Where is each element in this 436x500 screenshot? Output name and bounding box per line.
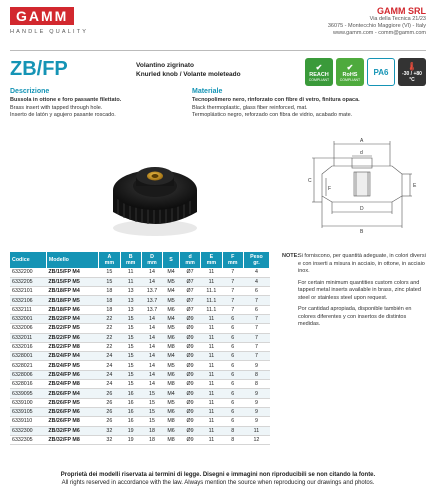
product-title-it: Volantino zigrinato — [136, 62, 195, 69]
description-text — [10, 97, 190, 120]
description-title: Descrizione — [10, 88, 50, 95]
product-code-cell: 6332305 — [10, 435, 46, 444]
model-cell: ZB/32/FP M6 — [46, 426, 98, 435]
table-cell: 18 — [99, 287, 120, 296]
table-cell: 11.1 — [201, 305, 222, 314]
table-cell: 7 — [222, 305, 243, 314]
table-cell: 13.7 — [141, 287, 162, 296]
table-cell: M5 — [163, 398, 180, 407]
model-cell: ZB/26/FP M6 — [46, 407, 98, 416]
table-cell: 14 — [141, 333, 162, 342]
table-cell: M5 — [163, 296, 180, 305]
description-en: Brass insert with tapped through hole. — [10, 104, 103, 111]
product-code: ZB/FP — [10, 58, 68, 80]
table-row — [10, 389, 270, 398]
product-code-cell: 6339110 — [10, 417, 46, 426]
description-it: Bussola in ottone e foro passante filettato. — [10, 97, 122, 103]
table-cell: 8 — [222, 435, 243, 444]
material-it: Tecnopolimero nero, rinforzato con fibre di vetro, finitura opaca. — [192, 97, 360, 103]
table-cell: 19 — [120, 435, 141, 444]
footer — [0, 471, 436, 487]
footer-it: Proprietà dei modelli riservata ai termini di legge. Disegni e immagini non riproducibili se non citando la fonte. — [60, 472, 376, 478]
product-code-cell: 6339095 — [10, 389, 46, 398]
column-header: E mm — [201, 252, 222, 268]
table-cell: Ø9 — [179, 407, 200, 416]
table-cell: 14 — [141, 342, 162, 351]
knurled-knob-image — [100, 138, 210, 248]
table-cell: 11.1 — [201, 287, 222, 296]
table-cell: Ø7 — [179, 277, 200, 286]
table-cell: 11 — [201, 370, 222, 379]
table-cell: Ø7 — [179, 287, 200, 296]
table-cell: 7 — [222, 277, 243, 286]
table-cell: 7 — [222, 268, 243, 277]
check-icon: ✔ — [315, 62, 323, 72]
table-cell: 14 — [141, 277, 162, 286]
table-row — [10, 268, 270, 277]
table-cell: 6 — [222, 342, 243, 351]
note-label: NOTE: — [282, 253, 300, 259]
dim-label-b: B — [360, 229, 364, 235]
model-cell: ZB/24/FP M4 — [46, 352, 98, 361]
table-cell: 7 — [243, 333, 269, 342]
column-header: Modello — [46, 252, 98, 268]
table-row — [10, 407, 270, 416]
table-cell: 6 — [222, 417, 243, 426]
note-en: For certain minimum quantities custom colors and tapped metal inserts available in brass, zinc plated steel or stainless steel upon request. — [298, 279, 421, 301]
table-cell: 8 — [222, 426, 243, 435]
table-cell: M8 — [163, 417, 180, 426]
check-icon: ✔ — [346, 62, 354, 72]
product-code-cell: 6332111 — [10, 305, 46, 314]
table-cell: 8 — [243, 380, 269, 389]
table-cell: 14 — [141, 268, 162, 277]
table-cell: 6 — [222, 370, 243, 379]
product-code-cell: 6332205 — [10, 277, 46, 286]
table-cell: 24 — [99, 361, 120, 370]
table-cell: 15 — [120, 380, 141, 389]
table-cell: M6 — [163, 426, 180, 435]
table-cell: 11 — [201, 389, 222, 398]
table-cell: 7 — [222, 296, 243, 305]
table-row — [10, 417, 270, 426]
specification-table — [10, 252, 270, 445]
table-cell: 11 — [201, 352, 222, 361]
table-cell: 11 — [120, 277, 141, 286]
product-title-en-es: Knurled knob / Volante moleteado — [136, 71, 241, 78]
table-cell: 6 — [222, 314, 243, 323]
table-cell: 16 — [120, 407, 141, 416]
table-row — [10, 398, 270, 407]
product-code-cell: 6328021 — [10, 361, 46, 370]
table-cell: Ø7 — [179, 305, 200, 314]
product-code-cell: 6332006 — [10, 324, 46, 333]
temperature-badge: 🌡 -30 / +80 °C — [398, 58, 426, 86]
model-cell: ZB/15/FP M4 — [46, 268, 98, 277]
model-cell: ZB/22/FP M6 — [46, 333, 98, 342]
certification-badges — [305, 58, 426, 86]
table-cell: M8 — [163, 342, 180, 351]
column-header: B mm — [120, 252, 141, 268]
product-code-cell: 6332300 — [10, 426, 46, 435]
table-row — [10, 314, 270, 323]
table-cell: 15 — [120, 342, 141, 351]
table-cell: M4 — [163, 389, 180, 398]
table-row — [10, 324, 270, 333]
table-cell: 26 — [99, 389, 120, 398]
product-title — [136, 61, 241, 79]
column-header: Peso gr. — [243, 252, 269, 268]
product-code-cell: 6339105 — [10, 407, 46, 416]
product-code-cell: 6332001 — [10, 314, 46, 323]
column-header: F mm — [222, 252, 243, 268]
table-cell: 11 — [201, 268, 222, 277]
table-cell: 9 — [243, 389, 269, 398]
table-header-row — [10, 252, 270, 268]
table-cell: 18 — [99, 305, 120, 314]
table-cell: 22 — [99, 324, 120, 333]
product-code-cell: 6339100 — [10, 398, 46, 407]
thermometer-icon: 🌡 — [406, 61, 418, 71]
table-cell: 15 — [141, 417, 162, 426]
table-cell: M6 — [163, 370, 180, 379]
table-cell: Ø9 — [179, 389, 200, 398]
table-cell: 11 — [201, 435, 222, 444]
table-cell: 9 — [243, 398, 269, 407]
table-cell: M6 — [163, 333, 180, 342]
table-cell: 18 — [99, 296, 120, 305]
table-cell: M8 — [163, 380, 180, 389]
table-cell: 6 — [243, 287, 269, 296]
dim-label-d-small: d — [360, 150, 363, 156]
material-en: Black thermoplastic, glass fiber reinforced, mat. — [192, 104, 308, 111]
table-cell: 11 — [120, 268, 141, 277]
description-es: Inserto de latón y agujero pasante roscado. — [10, 112, 116, 118]
material-title: Materiale — [192, 88, 223, 95]
table-cell: 13 — [120, 305, 141, 314]
table-cell: 15 — [120, 314, 141, 323]
table-cell: 15 — [99, 277, 120, 286]
table-cell: 14 — [141, 352, 162, 361]
table-cell: 15 — [120, 361, 141, 370]
table-cell: 9 — [243, 361, 269, 370]
material-es: Termoplástico negro, reforzado con fibra de vidrio, acabado mate. — [192, 112, 353, 118]
table-cell: 6 — [222, 352, 243, 361]
table-cell: 11 — [201, 361, 222, 370]
table-cell: 22 — [99, 342, 120, 351]
table-cell: 15 — [120, 333, 141, 342]
table-cell: 9 — [243, 407, 269, 416]
product-code-cell: 6332106 — [10, 296, 46, 305]
table-row — [10, 426, 270, 435]
table-cell: 8 — [243, 370, 269, 379]
table-cell: 15 — [120, 352, 141, 361]
model-cell: ZB/26/FP M4 — [46, 389, 98, 398]
table-cell: Ø7 — [179, 268, 200, 277]
logo-tagline: HANDLE QUALITY — [10, 29, 89, 35]
table-body — [10, 268, 270, 445]
table-cell: 16 — [120, 417, 141, 426]
table-cell: 7 — [243, 342, 269, 351]
table-cell: 6 — [222, 389, 243, 398]
table-cell: Ø9 — [179, 426, 200, 435]
model-cell: ZB/18/FP M5 — [46, 296, 98, 305]
company-name: GAMM SRL — [377, 6, 426, 16]
table-cell: 11 — [201, 417, 222, 426]
table-cell: 16 — [120, 389, 141, 398]
material-pa6-badge: PA6 — [367, 58, 395, 86]
table-cell: 12 — [243, 435, 269, 444]
table-cell: 15 — [99, 268, 120, 277]
company-address-2: 36075 - Montecchio Maggiore (VI) - Italy — [327, 23, 426, 29]
table-cell: 22 — [99, 314, 120, 323]
table-cell: 15 — [141, 407, 162, 416]
table-cell: Ø9 — [179, 352, 200, 361]
table-cell: 6 — [243, 305, 269, 314]
product-code-cell: 6328001 — [10, 352, 46, 361]
note-block — [282, 253, 426, 333]
model-cell: ZB/24/FP M6 — [46, 370, 98, 379]
table-cell: 11 — [201, 277, 222, 286]
dim-label-a: A — [360, 138, 364, 144]
table-cell: 24 — [99, 370, 120, 379]
column-header: S — [163, 252, 180, 268]
table-cell: 6 — [222, 407, 243, 416]
technical-drawing — [282, 136, 422, 236]
product-code-cell: 6332011 — [10, 333, 46, 342]
table-row — [10, 305, 270, 314]
table-cell: Ø9 — [179, 435, 200, 444]
model-cell: ZB/22/FP M8 — [46, 342, 98, 351]
table-cell: 32 — [99, 426, 120, 435]
table-row — [10, 287, 270, 296]
table-cell: 24 — [99, 380, 120, 389]
dim-label-f: F — [328, 186, 332, 192]
table-cell: 11.1 — [201, 296, 222, 305]
column-header: d mm — [179, 252, 200, 268]
table-cell: Ø9 — [179, 333, 200, 342]
table-cell: 13 — [120, 296, 141, 305]
table-row — [10, 380, 270, 389]
table-cell: Ø9 — [179, 417, 200, 426]
table-cell: M6 — [163, 305, 180, 314]
table-cell: 6 — [222, 333, 243, 342]
table-cell: 26 — [99, 398, 120, 407]
company-info — [328, 6, 426, 37]
table-cell: Ø7 — [179, 296, 200, 305]
table-cell: M6 — [163, 407, 180, 416]
table-cell: 16 — [120, 398, 141, 407]
table-cell: 13.7 — [141, 296, 162, 305]
table-row — [10, 435, 270, 444]
product-code-cell: 6332016 — [10, 342, 46, 351]
model-cell: ZB/18/FP M6 — [46, 305, 98, 314]
rohs-badge: ✔ RoHS COMPLIANT — [336, 58, 364, 86]
table-cell: Ø9 — [179, 398, 200, 407]
company-contacts[interactable]: www.gamm.com - comm@gamm.com — [333, 30, 426, 36]
model-cell: ZB/26/FP M5 — [46, 398, 98, 407]
table-cell: 14 — [141, 324, 162, 333]
table-cell: 14 — [141, 361, 162, 370]
table-cell: 32 — [99, 435, 120, 444]
table-cell: M8 — [163, 435, 180, 444]
table-cell: 13 — [120, 287, 141, 296]
table-cell: 6 — [222, 324, 243, 333]
table-cell: M5 — [163, 277, 180, 286]
table-row — [10, 370, 270, 379]
table-cell: 7 — [243, 296, 269, 305]
column-header: Codice — [10, 252, 46, 268]
table-cell: M4 — [163, 268, 180, 277]
table-row — [10, 361, 270, 370]
table-cell: M4 — [163, 352, 180, 361]
table-cell: Ø9 — [179, 361, 200, 370]
dim-label-e: E — [413, 183, 417, 189]
table-cell: 11 — [243, 426, 269, 435]
table-cell: Ø9 — [179, 342, 200, 351]
company-logo — [10, 7, 88, 35]
model-cell: ZB/18/FP M4 — [46, 287, 98, 296]
model-cell: ZB/15/FP M5 — [46, 277, 98, 286]
table-cell: 13.7 — [141, 305, 162, 314]
model-cell: ZB/22/FP M5 — [46, 324, 98, 333]
company-address-1: Via della Tecnica 21/23 — [369, 16, 426, 22]
table-cell: 24 — [99, 352, 120, 361]
table-cell: 15 — [120, 370, 141, 379]
model-cell: ZB/32/FP M8 — [46, 435, 98, 444]
table-cell: 11 — [201, 380, 222, 389]
table-cell: 11 — [201, 407, 222, 416]
note-es: Por cantidad apropiada, disponible también en colores diferentes y con insertos de distintos medidas. — [298, 306, 412, 327]
table-cell: 11 — [201, 398, 222, 407]
model-cell: ZB/24/FP M5 — [46, 361, 98, 370]
table-row — [10, 333, 270, 342]
table-cell: Ø9 — [179, 314, 200, 323]
table-cell: 18 — [141, 426, 162, 435]
table-cell: 11 — [201, 324, 222, 333]
table-cell: 11 — [201, 426, 222, 435]
table-cell: M4 — [163, 314, 180, 323]
note-it: Si forniscono, per quantità adeguate, in colori diversi e con inserti a misura in acciaio, in ottone, in acciaio inox. — [298, 253, 426, 274]
table-cell: 26 — [99, 417, 120, 426]
product-code-cell: 6328016 — [10, 380, 46, 389]
product-code-cell: 6328006 — [10, 370, 46, 379]
product-code-cell: 6332200 — [10, 268, 46, 277]
table-cell: 22 — [99, 333, 120, 342]
dim-label-d: D — [360, 206, 364, 212]
table-cell: 26 — [99, 407, 120, 416]
footer-en: All rights reserved in accordance with the law. Always mention the source when reproducing our drawings and photos. — [61, 480, 375, 486]
table-cell: 7 — [243, 324, 269, 333]
table-cell: 6 — [222, 361, 243, 370]
model-cell: ZB/26/FP M8 — [46, 417, 98, 426]
table-cell: 14 — [141, 314, 162, 323]
header-divider — [10, 50, 426, 51]
table-cell: Ø9 — [179, 370, 200, 379]
table-cell: M5 — [163, 361, 180, 370]
table-cell: 19 — [120, 426, 141, 435]
table-row — [10, 277, 270, 286]
table-cell: 6 — [222, 398, 243, 407]
table-row — [10, 352, 270, 361]
table-cell: 11 — [201, 333, 222, 342]
table-cell: 14 — [141, 370, 162, 379]
dim-label-c: C — [308, 178, 312, 184]
table-cell: 7 — [222, 287, 243, 296]
product-image — [100, 138, 210, 248]
table-cell: 7 — [243, 352, 269, 361]
table-cell: M4 — [163, 287, 180, 296]
table-cell: 4 — [243, 277, 269, 286]
column-header: A mm — [99, 252, 120, 268]
table-cell: Ø9 — [179, 324, 200, 333]
table-cell: Ø9 — [179, 380, 200, 389]
table-cell: 11 — [201, 314, 222, 323]
table-cell: 15 — [141, 398, 162, 407]
dimension-drawing — [282, 136, 422, 236]
model-cell: ZB/24/FP M8 — [46, 380, 98, 389]
table-cell: 11 — [201, 342, 222, 351]
table-cell: 7 — [243, 314, 269, 323]
table-cell: M5 — [163, 324, 180, 333]
reach-badge: ✔ REACH COMPLIANT — [305, 58, 333, 86]
table-row — [10, 296, 270, 305]
table-cell: 18 — [141, 435, 162, 444]
product-code-cell: 6332101 — [10, 287, 46, 296]
table-cell: 15 — [141, 389, 162, 398]
table-cell: 4 — [243, 268, 269, 277]
table-cell: 14 — [141, 380, 162, 389]
material-text — [192, 97, 426, 120]
table-cell: 15 — [120, 324, 141, 333]
model-cell: ZB/22/FP M4 — [46, 314, 98, 323]
table-row — [10, 342, 270, 351]
table-cell: 6 — [222, 380, 243, 389]
table-cell: 9 — [243, 417, 269, 426]
logo-text: GAMM — [10, 7, 74, 25]
column-header: D mm — [141, 252, 162, 268]
